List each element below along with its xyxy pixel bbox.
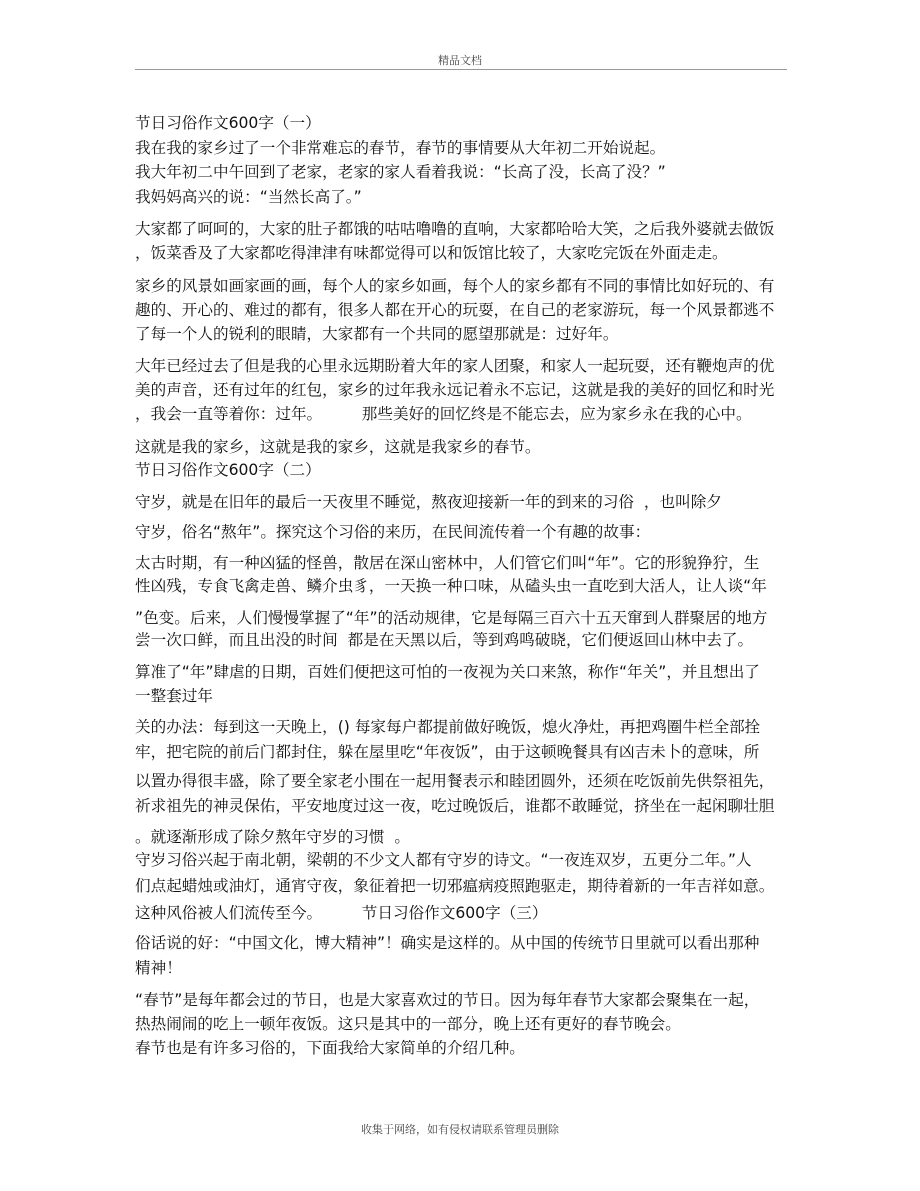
text-line: 算准了“年”肆虐的日期，百姓们便把这可怕的一夜视为关口来煞，称作“年关”，并且想出了 xyxy=(135,663,760,681)
text-line: ，饭菜香及了大家都吃得津津有味都觉得可以和饭馆比较了，大家吃完饭在外面走走。 xyxy=(135,244,728,262)
essay-heading: 节日习俗作文600字（一） xyxy=(135,114,321,132)
text-line: 俗话说的好：“中国文化，博大精神”！确实是这样的。从中国的传统节日里就可以看出那种 xyxy=(135,934,760,952)
text-line: 祈求祖先的神灵保佑，平安地度过这一夜，吃过晚饭后，谁都不敢睡觉，挤坐在一起闲聊壮胆 xyxy=(135,797,775,815)
essay-heading: 节日习俗作文600字（二） xyxy=(135,461,321,479)
text-line: 关的办法：每到这一天晚上，() 每家每户都提前做好晚饭，熄火净灶，再把鸡圈牛栏全部拴 xyxy=(135,718,761,736)
text-line: 我妈妈高兴的说：“当然长高了。” xyxy=(135,188,362,206)
text-line: 春节也是有许多习俗的，下面我给大家简单的介绍几种。 xyxy=(135,1039,525,1057)
text-line: 以置办得很丰盛，除了要全家老小围在一起用餐表示和睦团圆外，还须在吃饭前先供祭祖先， xyxy=(135,772,775,790)
text-line: 美的声音，还有过年的红包，家乡的过年我永远记着永不忘记，这就是我的美好的回忆和时光 xyxy=(135,381,775,399)
text-line: 性凶残，专食飞禽走兽、鳞介虫豸，一天换一种口味，从磕头虫一直吃到大活人，让人谈“年 xyxy=(135,577,767,595)
text-line: 我在我的家乡过了一个非常难忘的春节，春节的事情要从大年初二开始说起。 xyxy=(135,139,666,157)
page-footer: 收集于网络，如有侵权请联系管理员删除 xyxy=(361,1123,559,1136)
page-header: 精品文档 xyxy=(438,54,482,67)
text-line: 守岁习俗兴起于南北朝，梁朝的不少文人都有守岁的诗文。“一夜连双岁，五更分二年。”人 xyxy=(135,851,752,869)
text-line: 了每一个人的锐利的眼睛，大家都有一个共同的愿望那就是：过好年。 xyxy=(135,325,619,343)
text-line: 家乡的风景如画家画的画，每个人的家乡如画，每个人的家乡都有不同的事情比如好玩的、有 xyxy=(135,277,775,295)
text-line: 守岁，俗名“熬年”。探究这个习俗的来历，在民间流传着一个有趣的故事： xyxy=(135,523,651,541)
text-line: 。就逐渐形成了除夕熬年守岁的习惯 。 xyxy=(135,828,411,846)
text-line: 大年已经过去了但是我的心里永远期盼着大年的家人团聚，和家人一起玩耍，还有鞭炮声的优 xyxy=(135,357,775,375)
text-line: ”色变。后来，人们慢慢掌握了“年”的活动规律，它是每隔三百六十五天窜到人群聚居的地方 xyxy=(135,609,768,627)
text-line: 尝一次口鲜，而且出没的时间 都是在天黑以后，等到鸡鸣破晓，它们便返回山林中去了。 xyxy=(135,631,754,649)
text-line: 这就是我的家乡，这就是我的家乡，这就是我家乡的春节。 xyxy=(135,438,541,456)
text-line: “春节”是每年都会过的节日，也是大家喜欢过的节日。因为每年春节大家都会聚集在一起， xyxy=(135,991,760,1009)
text-line: 守岁，就是在旧年的最后一天夜里不睡觉，熬夜迎接新一年的到来的习俗 ，也叫除夕 xyxy=(135,493,722,511)
text-line: 大家都了呵呵的，大家的肚子都饿的咕咕噜噜的直响，大家都哈哈大笑，之后我外婆就去做饭 xyxy=(135,220,775,238)
text-line: 牢，把宅院的前后门都封住，躲在屋里吃“年夜饭”，由于这顿晚餐具有凶吉未卜的意味，所 xyxy=(135,743,760,761)
text-line: 精神！ xyxy=(135,959,182,977)
text-line: 我大年初二中午回到了老家，老家的家人看着我说：“长高了没，长高了没？” xyxy=(135,163,666,181)
text-line: 们点起蜡烛或油灯，通宵守夜，象征着把一切邪瘟病疫照跑驱走，期待着新的一年吉祥如意。 xyxy=(135,877,775,895)
text-line: 太古时期，有一种凶猛的怪兽，散居在深山密林中，人们管它们叫“年”。它的形貌狰狞，生 xyxy=(135,554,760,572)
text-line: 这种风俗被人们流传至今。 节日习俗作文600字（三） xyxy=(135,904,548,922)
text-line: 趣的、开心的、难过的都有，很多人都在开心的玩耍，在自己的老家游玩，每一个风景都逃不 xyxy=(135,301,775,319)
text-line: ，我会一直等着你：过年。 那些美好的回忆终是不能忘去，应为家乡永在我的心中。 xyxy=(135,405,752,423)
text-line: 热热闹闹的吃上一顿年夜饭。这只是其中的一部分，晚上还有更好的春节晚会。 xyxy=(135,1015,681,1033)
text-line: 一整套过年 xyxy=(135,687,213,705)
header-divider xyxy=(135,69,787,70)
